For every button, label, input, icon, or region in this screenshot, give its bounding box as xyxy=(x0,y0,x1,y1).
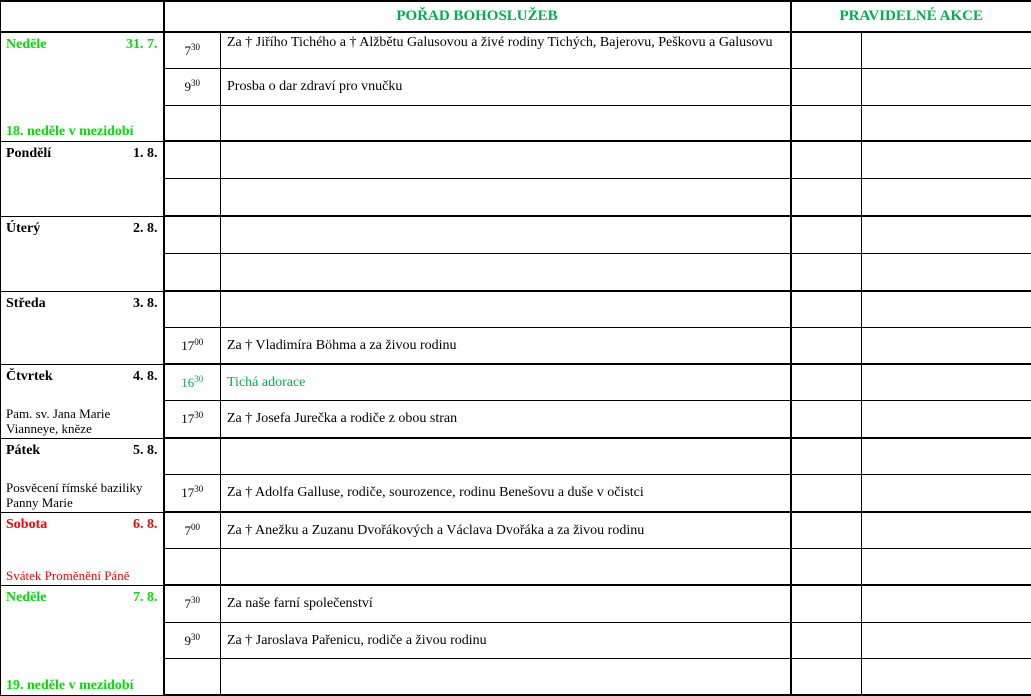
action-cell-2 xyxy=(862,475,1031,513)
schedule-row xyxy=(1,141,1031,179)
day-cell xyxy=(1,141,164,216)
action-cell-1 xyxy=(791,216,862,254)
service-time xyxy=(164,438,221,475)
day-cell xyxy=(1,364,164,438)
mass-intention: Za † Jaroslava Pařenicu, rodiče a živou rodinu xyxy=(221,623,791,659)
action-cell-2 xyxy=(862,32,1031,69)
action-cell-1 xyxy=(791,32,862,69)
mass-intention xyxy=(221,659,791,696)
action-cell-1 xyxy=(791,659,862,696)
action-cell-1 xyxy=(791,475,862,513)
day-name: Sobota xyxy=(6,517,47,533)
action-cell-2 xyxy=(862,364,1031,401)
day-name: Úterý xyxy=(6,221,40,237)
actions-header: PRAVIDELNÉ AKCE xyxy=(791,1,1031,32)
schedule-row xyxy=(1,438,1031,475)
service-time xyxy=(164,549,221,586)
service-time-minutes: 00 xyxy=(191,522,200,532)
action-cell-2 xyxy=(862,69,1031,106)
day-cell xyxy=(1,512,164,585)
action-cell-1 xyxy=(791,623,862,659)
mass-intention: Za † Josefa Jurečka a rodiče z obou stran xyxy=(221,401,791,439)
service-time xyxy=(164,254,221,292)
liturgical-note: Pam. sv. Jana Marie Vianneye, kněze xyxy=(6,406,163,436)
service-time: $17^{30}$ xyxy=(164,475,221,513)
service-time xyxy=(164,141,221,179)
action-cell-1 xyxy=(791,364,862,401)
header-row xyxy=(1,1,1031,32)
service-time xyxy=(164,106,221,142)
day-name: Neděle xyxy=(6,37,46,53)
service-time-minutes: 30 xyxy=(191,42,200,52)
action-cell-1 xyxy=(791,254,862,292)
service-time-minutes: 30 xyxy=(191,78,200,88)
service-time: $9^{30}$ xyxy=(164,623,221,659)
action-cell-2 xyxy=(862,254,1031,292)
service-time: $17^{00}$ xyxy=(164,328,221,365)
mass-intention: Tichá adorace xyxy=(221,364,791,401)
mass-intention xyxy=(221,438,791,475)
day-date: 4. 8. xyxy=(133,369,158,385)
mass-intention xyxy=(221,254,791,292)
mass-intention xyxy=(221,549,791,586)
schedule-row xyxy=(1,32,1031,69)
action-cell-1 xyxy=(791,328,862,365)
service-time: $7^{00}$ xyxy=(164,512,221,549)
action-cell-1 xyxy=(791,549,862,586)
action-cell-2 xyxy=(862,623,1031,659)
action-cell-2 xyxy=(862,659,1031,696)
day-date: 5. 8. xyxy=(133,443,158,459)
service-time xyxy=(164,291,221,328)
services-header: POŘAD BOHOSLUŽEB xyxy=(164,1,791,32)
action-cell-2 xyxy=(862,216,1031,254)
mass-intention: Za † Jiřího Tichého a † Alžbětu Galusovou a živé rodiny Tichých, Bajerovu, Peškovu a Galusovu xyxy=(221,32,791,69)
service-time: $7^{30}$ xyxy=(164,585,221,623)
action-cell-1 xyxy=(791,141,862,179)
mass-intention: Za † Vladimíra Böhma a za živou rodinu xyxy=(221,328,791,365)
day-cell xyxy=(1,291,164,364)
action-cell-2 xyxy=(862,328,1031,365)
service-time-minutes: 00 xyxy=(194,337,203,347)
service-time: $16^{30}$ xyxy=(164,364,221,401)
mass-intention: Za naše farní společenství xyxy=(221,585,791,623)
action-cell-1 xyxy=(791,512,862,549)
mass-intention: Prosba o dar zdraví pro vnučku xyxy=(221,69,791,106)
schedule-row xyxy=(1,585,1031,623)
day-date: 31. 7. xyxy=(126,37,158,53)
day-cell xyxy=(1,32,164,141)
mass-intention xyxy=(221,291,791,328)
mass-intention: Za † Anežku a Zuzanu Dvořákových a Václava Dvořáka a za živou rodinu xyxy=(221,512,791,549)
service-time-minutes: 30 xyxy=(194,374,203,384)
service-time-minutes: 30 xyxy=(194,484,203,494)
action-cell-2 xyxy=(862,291,1031,328)
service-time: $7^{30}$ xyxy=(164,32,221,69)
mass-intention: Za † Adolfa Galluse, rodiče, sourozence, rodinu Benešovu a duše v očistci xyxy=(221,475,791,513)
action-cell-2 xyxy=(862,401,1031,439)
service-time-minutes: 30 xyxy=(191,595,200,605)
day-date: 6. 8. xyxy=(133,517,158,533)
mass-intention xyxy=(221,106,791,142)
service-time-minutes: 30 xyxy=(194,410,203,420)
action-cell-1 xyxy=(791,401,862,439)
service-time xyxy=(164,216,221,254)
day-name: Pondělí xyxy=(6,146,51,162)
day-cell xyxy=(1,585,164,695)
action-cell-1 xyxy=(791,179,862,217)
liturgical-note: 19. neděle v mezidobí xyxy=(6,678,134,693)
header-empty-cell xyxy=(1,1,164,32)
action-cell-2 xyxy=(862,179,1031,217)
day-name: Pátek xyxy=(6,443,40,459)
liturgical-note: Posvěcení římské baziliky Panny Marie xyxy=(6,480,163,510)
day-name: Neděle xyxy=(6,590,46,606)
day-name: Středa xyxy=(6,296,46,312)
action-cell-1 xyxy=(791,291,862,328)
service-time xyxy=(164,179,221,217)
action-cell-1 xyxy=(791,438,862,475)
mass-intention xyxy=(221,216,791,254)
liturgical-note: 18. neděle v mezidobí xyxy=(6,124,134,139)
service-time xyxy=(164,659,221,696)
action-cell-2 xyxy=(862,438,1031,475)
action-cell-1 xyxy=(791,585,862,623)
action-cell-2 xyxy=(862,512,1031,549)
day-date: 7. 8. xyxy=(133,590,158,606)
day-cell xyxy=(1,438,164,512)
action-cell-2 xyxy=(862,549,1031,586)
day-cell xyxy=(1,216,164,291)
mass-intention xyxy=(221,141,791,179)
action-cell-1 xyxy=(791,69,862,106)
schedule-row xyxy=(1,364,1031,401)
service-time: $17^{30}$ xyxy=(164,401,221,439)
day-date: 1. 8. xyxy=(133,146,158,162)
service-time-minutes: 30 xyxy=(191,632,200,642)
day-date: 3. 8. xyxy=(133,296,158,312)
mass-intention xyxy=(221,179,791,217)
action-cell-2 xyxy=(862,585,1031,623)
liturgical-note: Svátek Proměnění Páně xyxy=(6,568,129,583)
action-cell-2 xyxy=(862,106,1031,142)
service-time: $9^{30}$ xyxy=(164,69,221,106)
day-date: 2. 8. xyxy=(133,221,158,237)
action-cell-2 xyxy=(862,141,1031,179)
schedule-row xyxy=(1,216,1031,254)
action-cell-1 xyxy=(791,106,862,142)
day-name: Čtvrtek xyxy=(6,369,53,385)
schedule-row xyxy=(1,512,1031,549)
schedule-row xyxy=(1,291,1031,328)
